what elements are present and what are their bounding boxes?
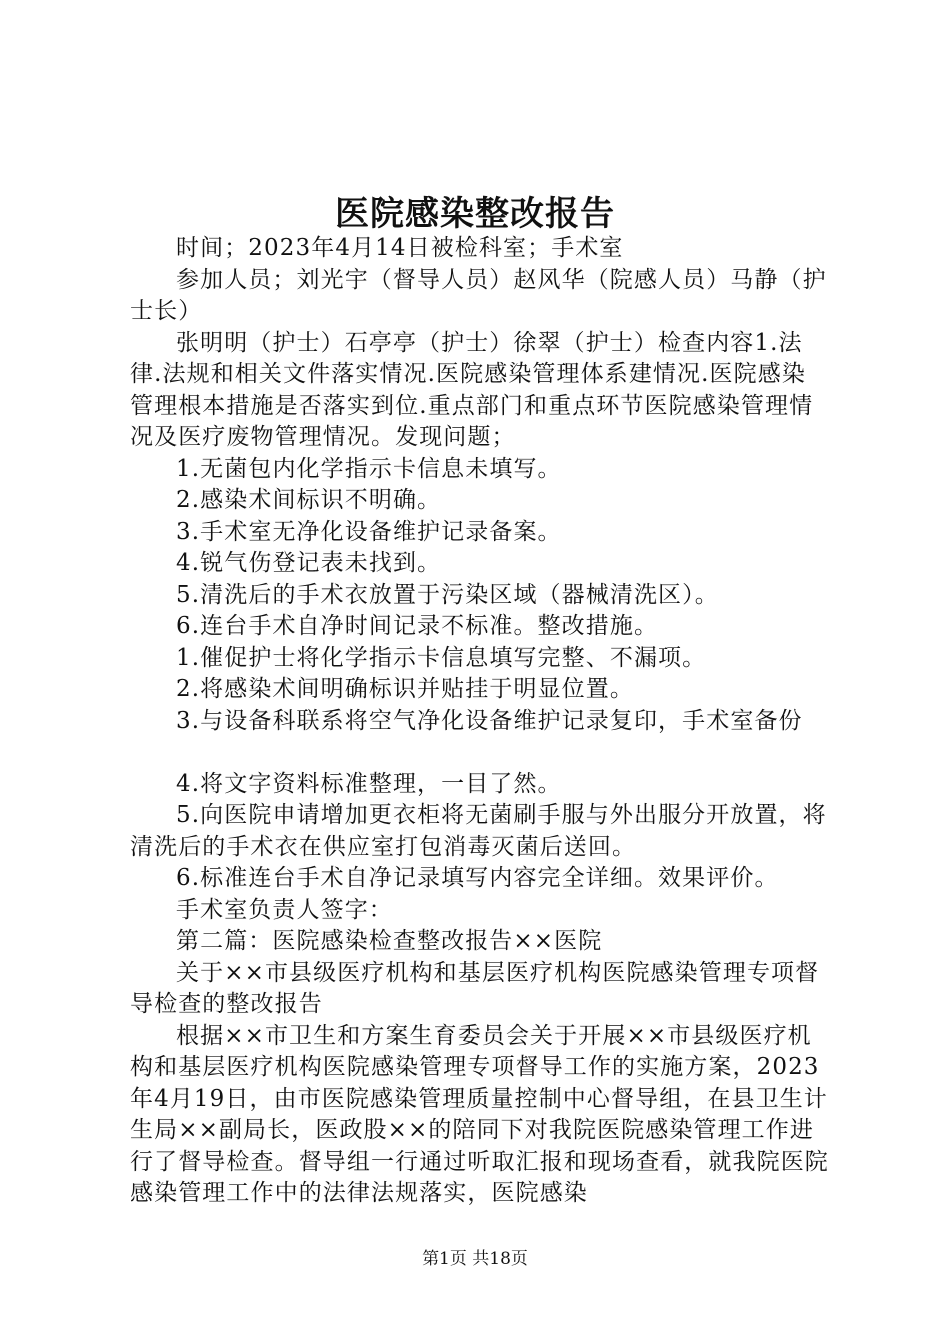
measure-item-1: 1.催促护士将化学指示卡信息填写完整、不漏项。 [176, 644, 707, 671]
signature-line: 手术室负责人签字： [176, 896, 393, 923]
second-article-subtitle: 关于××市县级医疗机构和基层医疗机构医院感染管理专项督导检查的整改报告 [130, 959, 820, 1017]
paragraph-time: 时间；2023年4月14日被检科室；手术室 [176, 235, 624, 261]
measure-item-6: 6.标准连台手术自净记录填写内容完全详细。效果评价。 [176, 865, 779, 891]
problem-item-3: 3.手术室无净化设备维护记录备案。 [176, 518, 562, 545]
problem-item-2: 2.感染术间标识不明确。 [176, 487, 442, 513]
paragraph-inspection-content: 张明明（护士）石亭亭（护士）徐翠（护士）检查内容1.法律.法规和相关文件落实情况.医院感染管理体系建情况.医院感染管理根本措施是否落实到位.重点部门和重点环节医院感染管理情况及医疗废物管理情况。发现问题； [130, 329, 814, 450]
problem-item-6: 6.连台手术自净时间记录不标准。整改措施。 [176, 613, 659, 639]
measure-item-2: 2.将感染术间明确标识并贴挂于明显位置。 [176, 676, 634, 702]
problem-item-1: 1.无菌包内化学指示卡信息未填写。 [176, 455, 562, 482]
second-article-heading: 第二篇：医院感染检查整改报告××医院 [176, 928, 603, 954]
page-footer: 第1页 共18页 [422, 1249, 528, 1269]
paragraph-participants: 参加人员；刘光宇（督导人员）赵风华（院感人员）马静（护士长） [130, 266, 827, 324]
problem-item-4: 4.锐气伤登记表未找到。 [176, 550, 442, 576]
measure-item-3: 3.与设备科联系将空气净化设备维护记录复印，手术室备份 [176, 707, 803, 734]
measure-item-4: 4.将文字资料标准整理，一目了然。 [176, 770, 562, 797]
document-body [130, 233, 830, 1210]
measure-item-5: 5.向医院申请增加更衣柜将无菌刷手服与外出服分开放置，将清洗后的手术衣在供应室打包消毒灭菌后送回。 [130, 802, 827, 860]
document-title: 医院感染整改报告 [335, 194, 615, 234]
second-article-body: 根据××市卫生和方案生育委员会关于开展××市县级医疗机构和基层医疗机构医院感染管理专项督导工作的实施方案，2023年4月19日，由市医院感染管理质量控制中心督导组，在县卫生计生局××副局长，医政股××的陪同下对我院医院感染管理工作进行了督导检查。督导组一行通过听取汇报和现场查看，就我院医院感染管理工作中的法律法规落实，医院感染 [130, 1022, 829, 1206]
problem-item-5: 5.清洗后的手术衣放置于污染区域（器械清洗区）。 [176, 581, 719, 608]
